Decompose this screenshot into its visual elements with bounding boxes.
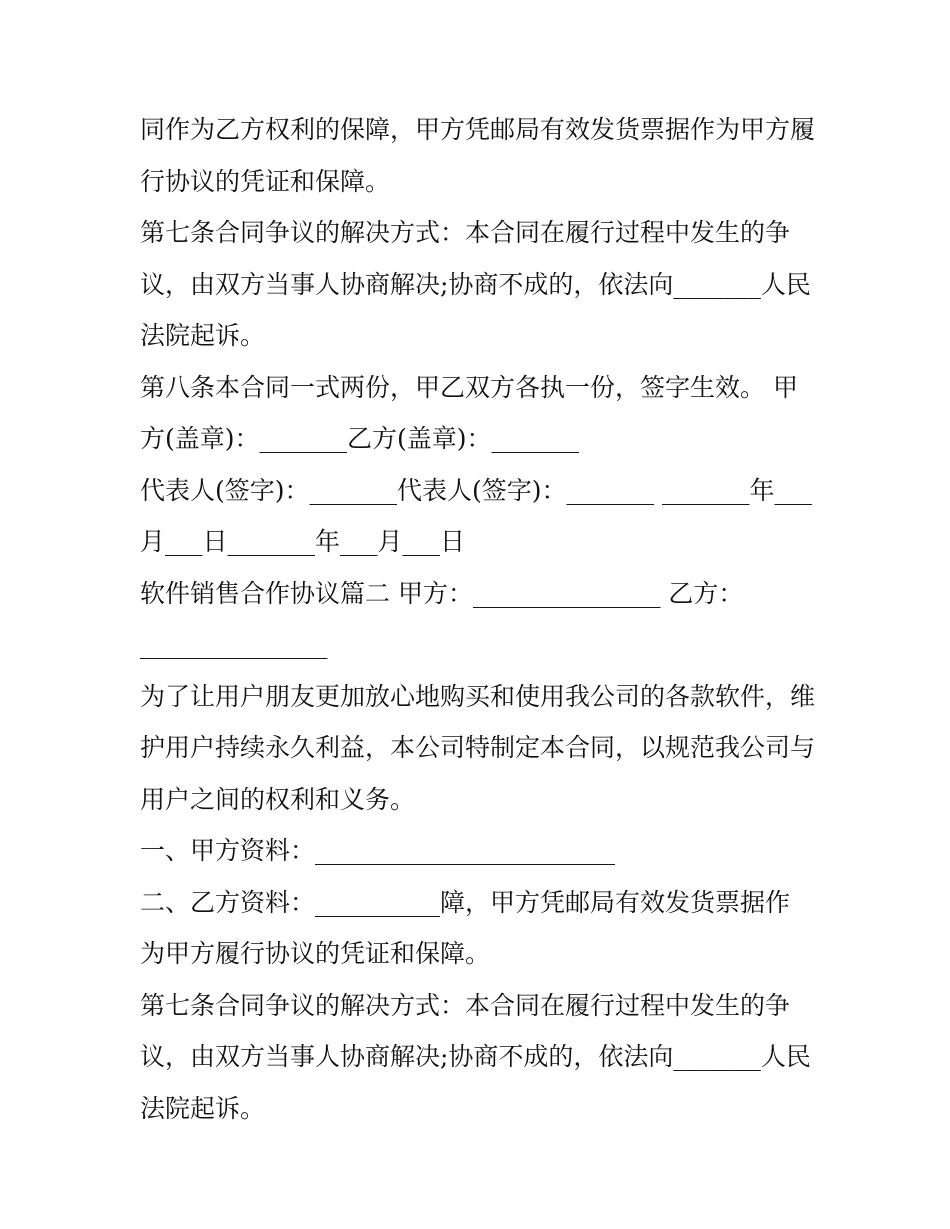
text-line: 第八条本合同一式两份，甲乙双方各执一份，签字生效。 甲	[140, 372, 798, 402]
text-line: _______________	[140, 630, 328, 659]
document-body	[140, 104, 820, 1134]
text-line: 月___日_______年___月___日	[140, 527, 466, 556]
text-line: 护用户持续永久利益，本公司特制定本合同，以规范我公司与	[140, 733, 816, 762]
text-line: 一、甲方资料：________________________	[140, 836, 616, 865]
text-line: 同作为乙方权利的保障，甲方凭邮局有效发货票据作为甲方履	[140, 115, 816, 144]
text-line: 法院起诉。	[140, 1093, 266, 1123]
section-heading-line: 软件销售合作协议篇二 甲方：_______________ 乙方：	[140, 578, 744, 608]
text-line: 行协议的凭证和保障。	[140, 166, 391, 196]
text-line: 法院起诉。	[140, 321, 266, 350]
text-line: 方(盖章)：_______乙方(盖章)：_______	[140, 424, 580, 453]
text-line: 议，由双方当事人协商解决;协商不成的，依法向_______人民	[140, 1042, 811, 1071]
text-line: 用户之间的权利和义务。	[140, 784, 416, 814]
text-line: 为了让用户朋友更加放心地购买和使用我公司的各款软件，维	[140, 681, 816, 711]
text-line: 第七条合同争议的解决方式：本合同在履行过程中发生的争	[140, 218, 791, 247]
text-line: 议，由双方当事人协商解决;协商不成的，依法向_______人民	[140, 269, 811, 299]
text-line: 代表人(签字)：_______代表人(签字)：_______ _______年___	[140, 475, 812, 505]
text-line: 为甲方履行协议的凭证和保障。	[140, 939, 491, 968]
text-line: 第七条合同争议的解决方式：本合同在履行过程中发生的争	[140, 990, 791, 1020]
text-line: 二、乙方资料：__________障，甲方凭邮局有效发货票据作	[140, 887, 791, 917]
